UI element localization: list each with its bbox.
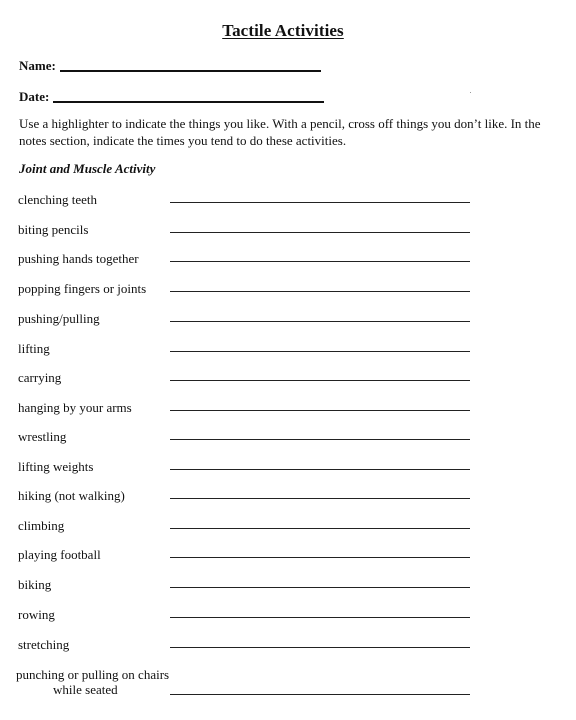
date-label: Date: <box>19 89 50 104</box>
activity-row <box>16 667 476 697</box>
activity-row <box>18 488 478 508</box>
activity-row <box>18 637 478 657</box>
activity-row <box>18 281 478 301</box>
activity-label: lifting <box>18 341 50 356</box>
activity-label-line2: while seated <box>53 682 118 697</box>
notes-line[interactable] <box>170 291 470 292</box>
activity-row <box>18 547 478 567</box>
activity-label: clenching teeth <box>18 192 98 207</box>
activity-label: popping fingers or joints <box>18 281 147 296</box>
activity-row <box>18 311 478 331</box>
activity-row <box>18 607 478 627</box>
activity-label: hiking (not walking) <box>18 488 125 503</box>
section-title: Joint and Muscle Activity <box>19 161 156 176</box>
activity-row <box>18 429 478 449</box>
notes-line[interactable] <box>170 587 470 588</box>
activity-row <box>18 251 478 271</box>
notes-line[interactable] <box>170 469 470 470</box>
notes-line[interactable] <box>170 232 470 233</box>
activity-label <box>16 667 169 697</box>
activity-label: biking <box>18 577 52 592</box>
activity-row <box>18 459 478 479</box>
activity-label: biting pencils <box>18 222 89 237</box>
notes-line[interactable] <box>170 261 470 262</box>
notes-line[interactable] <box>170 694 470 695</box>
activity-label: stretching <box>18 637 70 652</box>
activity-label: pushing/pulling <box>18 311 100 326</box>
notes-line[interactable] <box>170 617 470 618</box>
activity-label: rowing <box>18 607 55 622</box>
notes-line[interactable] <box>170 410 470 411</box>
activity-label: carrying <box>18 370 62 385</box>
instructions-text: Use a highlighter to indicate the things you like. With a pencil, cross off things you don’t like. In the notes section, indicate the times you tend to do these activities. <box>19 116 541 148</box>
activity-label: lifting weights <box>18 459 94 474</box>
activity-row <box>18 370 478 390</box>
notes-line[interactable] <box>170 321 470 322</box>
notes-line[interactable] <box>170 528 470 529</box>
activity-row <box>18 518 478 538</box>
page-title: Tactile Activities <box>222 21 344 40</box>
name-label: Name: <box>19 58 56 73</box>
notes-line[interactable] <box>170 439 470 440</box>
activity-row <box>18 222 478 242</box>
notes-line[interactable] <box>170 498 470 499</box>
activity-row <box>18 341 478 361</box>
activity-label-line1: punching or pulling on chairs <box>16 667 170 682</box>
notes-line[interactable] <box>170 202 470 203</box>
activity-row <box>18 577 478 597</box>
notes-line[interactable] <box>170 351 470 352</box>
notes-line[interactable] <box>170 557 470 558</box>
activity-label: wrestling <box>18 429 67 444</box>
activity-label: hanging by your arms <box>18 400 132 415</box>
activity-label: playing football <box>18 547 101 562</box>
notes-line[interactable] <box>170 380 470 381</box>
activity-label: pushing hands together <box>18 251 139 266</box>
notes-line[interactable] <box>170 647 470 648</box>
activity-row <box>18 192 478 212</box>
activity-label: climbing <box>18 518 65 533</box>
activity-row <box>18 400 478 420</box>
